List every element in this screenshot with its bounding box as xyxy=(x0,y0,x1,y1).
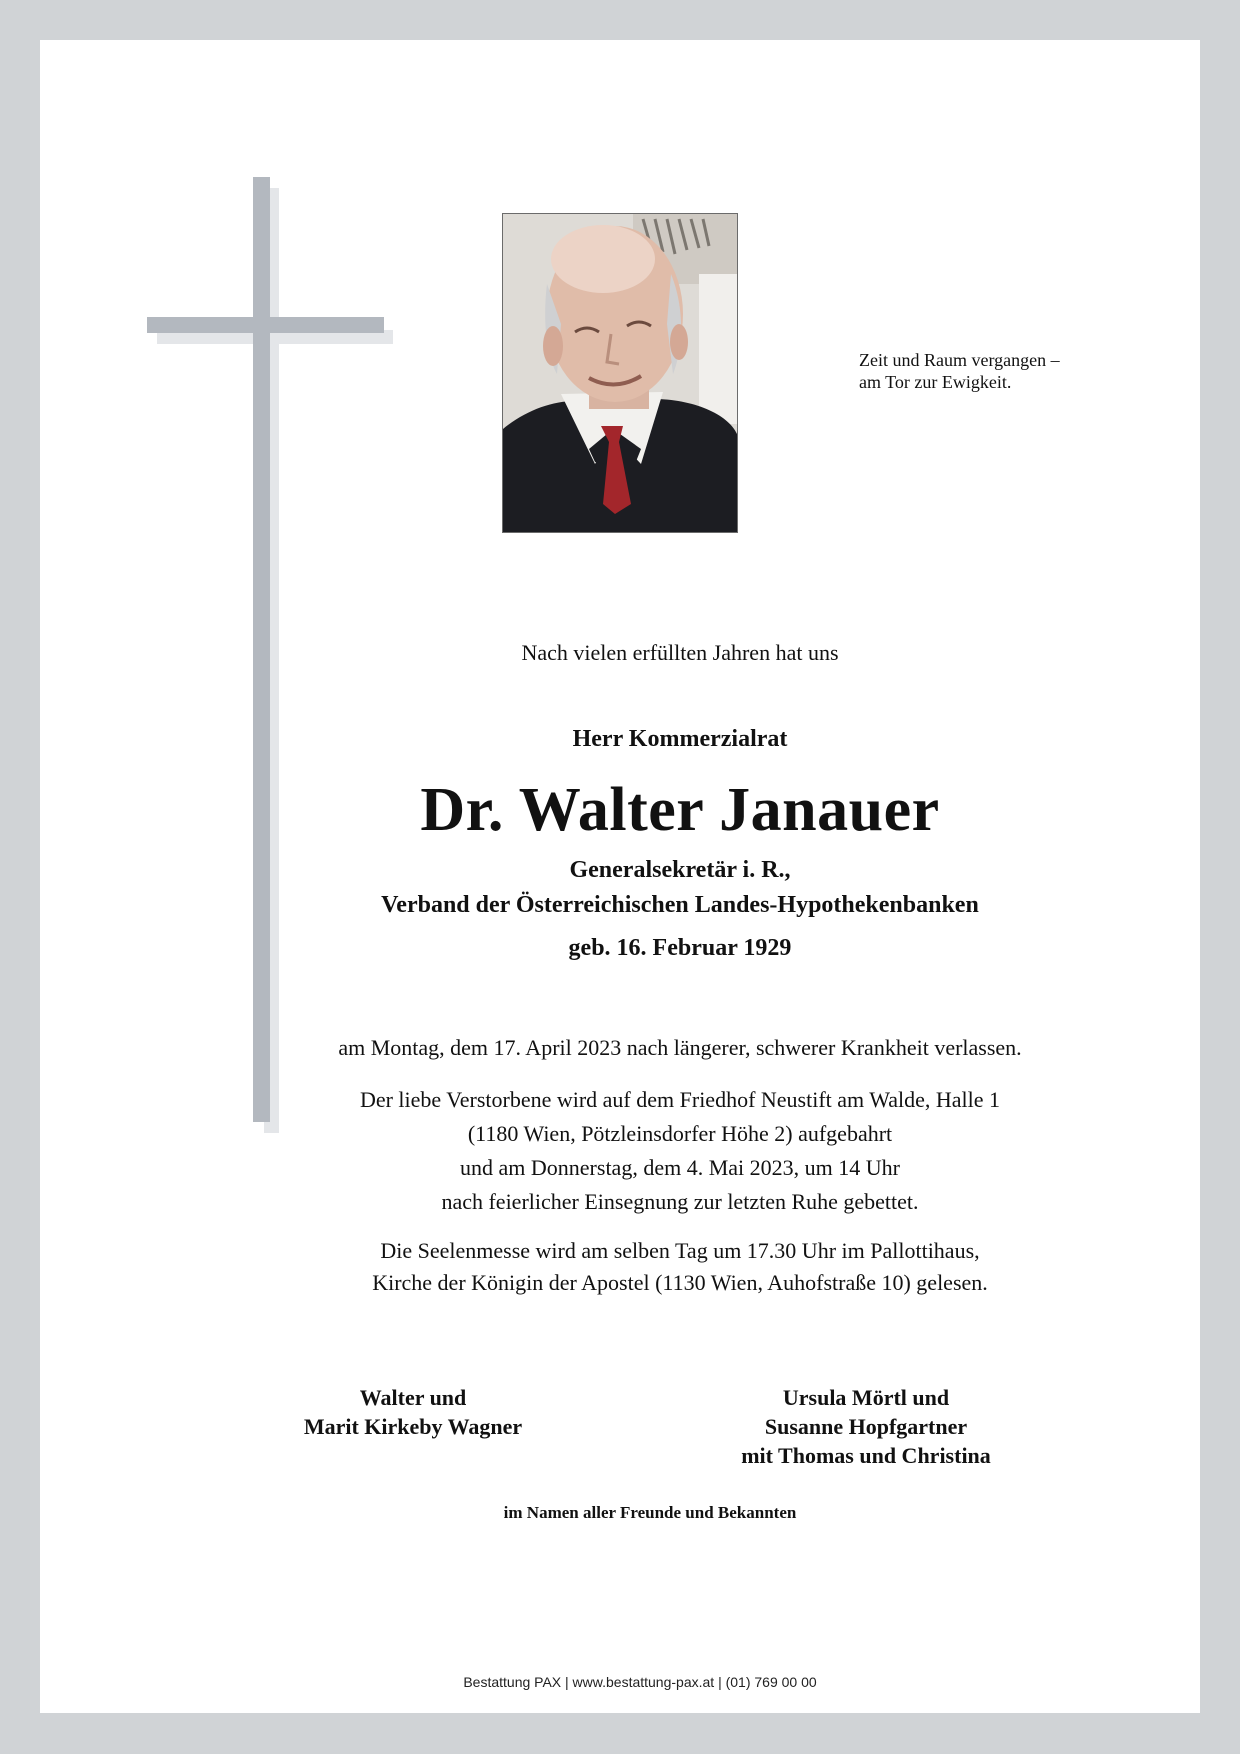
honorific: Herr Kommerzialrat xyxy=(572,726,788,752)
funeral-details xyxy=(270,1083,1090,1219)
motto-line: Zeit und Raum vergangen – xyxy=(859,350,1060,370)
position-line: Verband der Österreichischen Landes-Hypothekenbanken xyxy=(381,892,979,918)
deceased-name: Dr. Walter Janauer xyxy=(420,776,940,844)
birth-date: geb. 16. Februar 1929 xyxy=(568,935,792,961)
deceased-position xyxy=(270,853,1090,923)
death-notice: am Montag, dem 17. April 2023 nach längerer, schwerer Krankheit verlassen. xyxy=(338,1035,1022,1060)
mourners-left xyxy=(233,1383,593,1441)
funeral-line: Der liebe Verstorbene wird auf dem Friedhof Neustift am Walde, Halle 1 xyxy=(359,1087,1001,1112)
funeral-line: nach feierlicher Einsegnung zur letzten Ruhe gebettet. xyxy=(441,1189,919,1214)
mass-line: Kirche der Königin der Apostel (1130 Wien, Auhofstraße 10) gelesen. xyxy=(372,1270,988,1295)
portrait-photo xyxy=(502,213,738,533)
intro-text: Nach vielen erfüllten Jahren hat uns xyxy=(521,640,839,665)
footer-contact: Bestattung PAX | www.bestattung-pax.at | (01) 769 00 00 xyxy=(463,1674,817,1690)
friends-line: im Namen aller Freunde und Bekannten xyxy=(503,1503,797,1522)
obituary-sheet xyxy=(40,40,1200,1713)
mourner-line: Marit Kirkeby Wagner xyxy=(303,1414,523,1439)
mourner-line: mit Thomas und Christina xyxy=(741,1443,991,1468)
mourner-line: Susanne Hopfgartner xyxy=(764,1414,968,1439)
funeral-line: (1180 Wien, Pötzleinsdorfer Höhe 2) aufgebahrt xyxy=(467,1121,893,1146)
mass-line: Die Seelenmesse wird am selben Tag um 17.30 Uhr im Pallottihaus, xyxy=(380,1238,980,1263)
mass-details xyxy=(270,1235,1090,1299)
motto xyxy=(859,349,1060,393)
position-line: Generalsekretär i. R., xyxy=(569,857,791,883)
funeral-line: und am Donnerstag, dem 4. Mai 2023, um 14 Uhr xyxy=(460,1155,900,1180)
mourner-line: Walter und xyxy=(359,1385,467,1410)
mourner-line: Ursula Mörtl und xyxy=(782,1385,950,1410)
motto-line: am Tor zur Ewigkeit. xyxy=(859,372,1012,392)
mourners-right xyxy=(686,1383,1046,1470)
